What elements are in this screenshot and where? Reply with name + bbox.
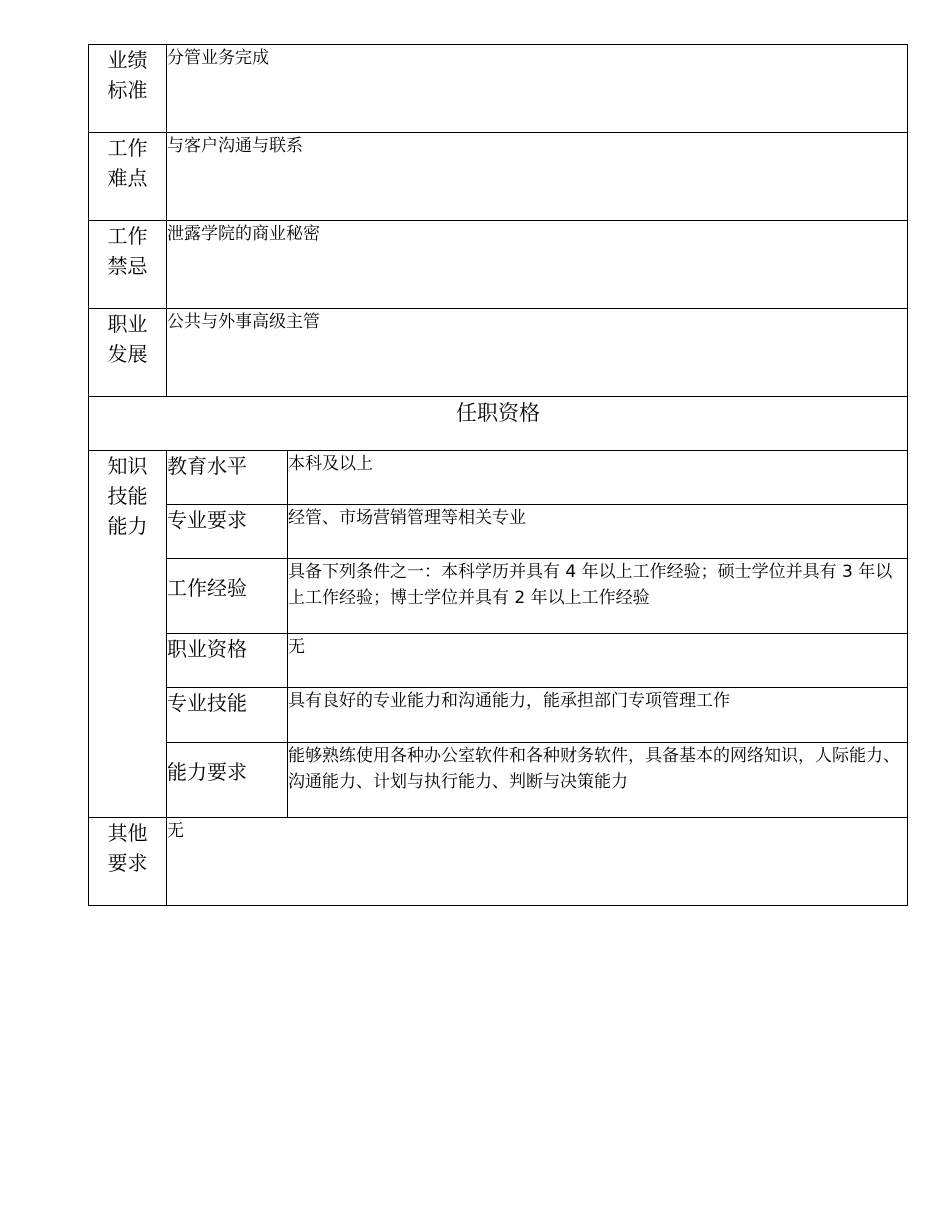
item-value: 具备下列条件之一：本科学历并具有 4 年以上工作经验；硕士学位并具有 3 年以上工作经验；博士学位并具有 2 年以上工作经验: [288, 559, 908, 634]
item-label: 专业技能: [167, 688, 288, 743]
item-value: 能够熟练使用各种办公室软件和各种财务软件，具备基本的网络知识，人际能力、沟通能力、计划与执行能力、判断与决策能力: [288, 743, 908, 818]
table-row: [89, 451, 908, 505]
job-description-table: [88, 44, 908, 906]
row-value: 无: [167, 818, 908, 906]
item-value: 经管、市场营销管理等相关专业: [288, 505, 908, 559]
row-label: 职业发展: [89, 309, 167, 397]
table-row: [89, 743, 908, 818]
knowledge-label: 知识技能能力: [89, 451, 167, 818]
table-row: [89, 505, 908, 559]
table-row: [89, 221, 908, 309]
row-label: 工作禁忌: [89, 221, 167, 309]
row-value: 公共与外事高级主管: [167, 309, 908, 397]
item-label: 教育水平: [167, 451, 288, 505]
item-value: 本科及以上: [288, 451, 908, 505]
row-label: 工作难点: [89, 133, 167, 221]
section-title: 任职资格: [89, 397, 908, 451]
table-row: [89, 309, 908, 397]
table-row: [89, 133, 908, 221]
row-value: 泄露学院的商业秘密: [167, 221, 908, 309]
item-label: 专业要求: [167, 505, 288, 559]
item-label: 能力要求: [167, 743, 288, 818]
item-value: 具有良好的专业能力和沟通能力，能承担部门专项管理工作: [288, 688, 908, 743]
table-row: [89, 634, 908, 688]
table-row: [89, 45, 908, 133]
table-row: [89, 818, 908, 906]
item-value: 无: [288, 634, 908, 688]
row-label: 其他要求: [89, 818, 167, 906]
item-label: 职业资格: [167, 634, 288, 688]
table-row: [89, 688, 908, 743]
row-value: 与客户沟通与联系: [167, 133, 908, 221]
row-value: 分管业务完成: [167, 45, 908, 133]
item-label: 工作经验: [167, 559, 288, 634]
table-row: [89, 559, 908, 634]
section-row: [89, 397, 908, 451]
row-label: 业绩标准: [89, 45, 167, 133]
